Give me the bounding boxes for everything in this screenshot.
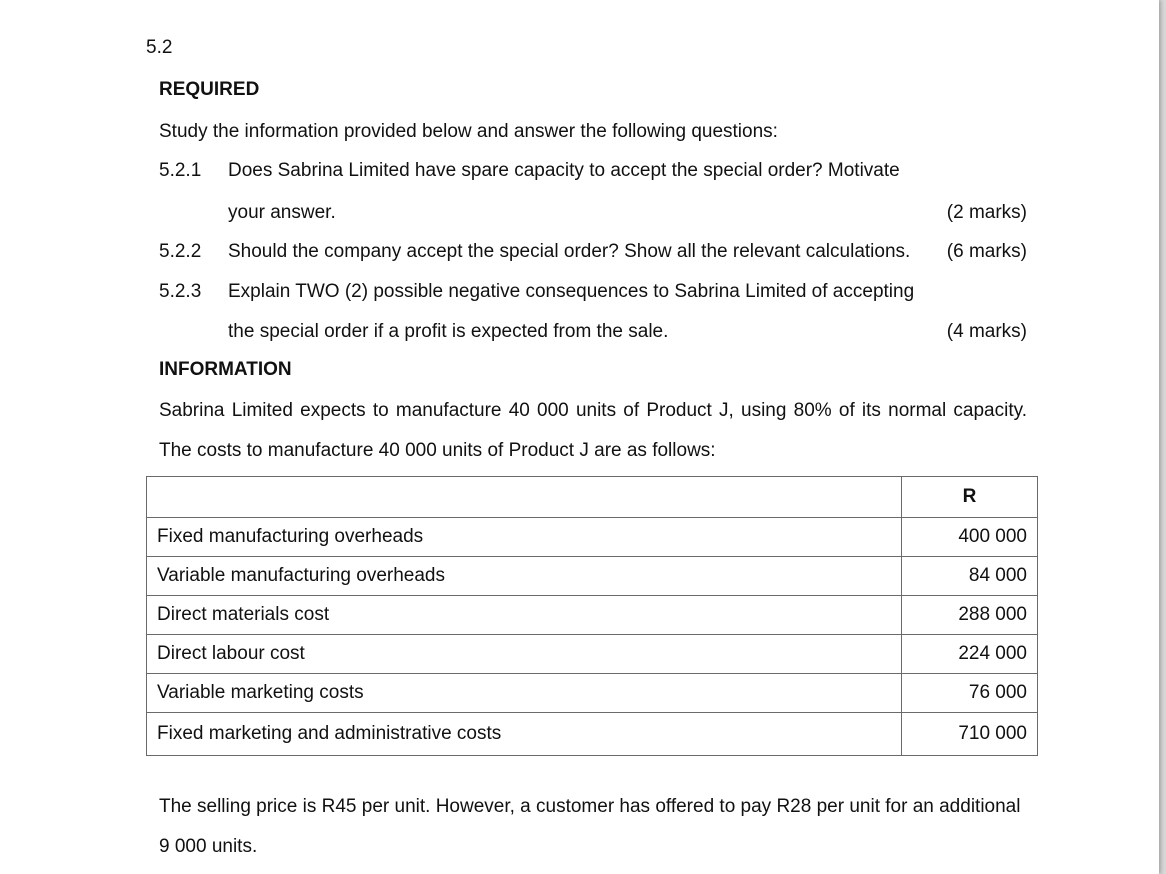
required-heading: REQUIRED — [159, 79, 260, 100]
cost-item: Fixed marketing and administrative costs — [147, 713, 902, 756]
currency-header: R — [902, 477, 1038, 518]
cost-item: Variable marketing costs — [147, 674, 902, 713]
selling-price-paragraph: The selling price is R45 per unit. However, a customer has offered to pay R28 per unit for an additional — [159, 796, 1021, 817]
question-text-continued: the special order if a profit is expected from the sale. — [228, 321, 669, 342]
question-marks: (4 marks) — [946, 321, 1027, 342]
question-marks: (2 marks) — [946, 202, 1027, 223]
section-number: 5.2 — [146, 37, 173, 58]
cost-item: Fixed manufacturing overheads — [147, 518, 902, 557]
question-text-continued: your answer. — [228, 202, 336, 223]
table-header-blank — [147, 477, 902, 518]
cost-item: Variable manufacturing overheads — [147, 557, 902, 596]
selling-price-paragraph-continued: 9 000 units. — [159, 836, 258, 857]
table-row — [147, 674, 1038, 713]
cost-item: Direct materials cost — [147, 596, 902, 635]
question-text: Should the company accept the special order? Show all the relevant calculations. — [228, 241, 911, 262]
question-text: Does Sabrina Limited have spare capacity to accept the special order? Motivate — [228, 160, 900, 181]
cost-amount: 224 000 — [902, 635, 1038, 674]
question-text: Explain TWO (2) possible negative consequences to Sabrina Limited of accepting — [228, 281, 915, 302]
cost-amount: 76 000 — [902, 674, 1038, 713]
required-intro: Study the information provided below and answer the following questions: — [159, 121, 778, 142]
table-row — [147, 596, 1038, 635]
cost-amount: 400 000 — [902, 518, 1038, 557]
information-heading: INFORMATION — [159, 359, 292, 380]
question-marks: (6 marks) — [946, 241, 1027, 262]
cost-amount: 288 000 — [902, 596, 1038, 635]
table-row — [147, 557, 1038, 596]
cost-item: Direct labour cost — [147, 635, 902, 674]
table-row — [147, 635, 1038, 674]
table-header-row — [147, 477, 1038, 518]
information-paragraph: Sabrina Limited expects to manufacture 40 000 units of Product J, using 80% of its normal capacity. — [159, 400, 1027, 421]
cost-amount: 710 000 — [902, 713, 1038, 756]
cost-table — [146, 476, 1038, 756]
question-number: 5.2.3 — [159, 281, 202, 302]
question-number: 5.2.1 — [159, 160, 202, 181]
table-row — [147, 713, 1038, 756]
information-paragraph-costs-intro: The costs to manufacture 40 000 units of Product J are as follows: — [159, 440, 716, 461]
table-row — [147, 518, 1038, 557]
cost-amount: 84 000 — [902, 557, 1038, 596]
question-number: 5.2.2 — [159, 241, 202, 262]
